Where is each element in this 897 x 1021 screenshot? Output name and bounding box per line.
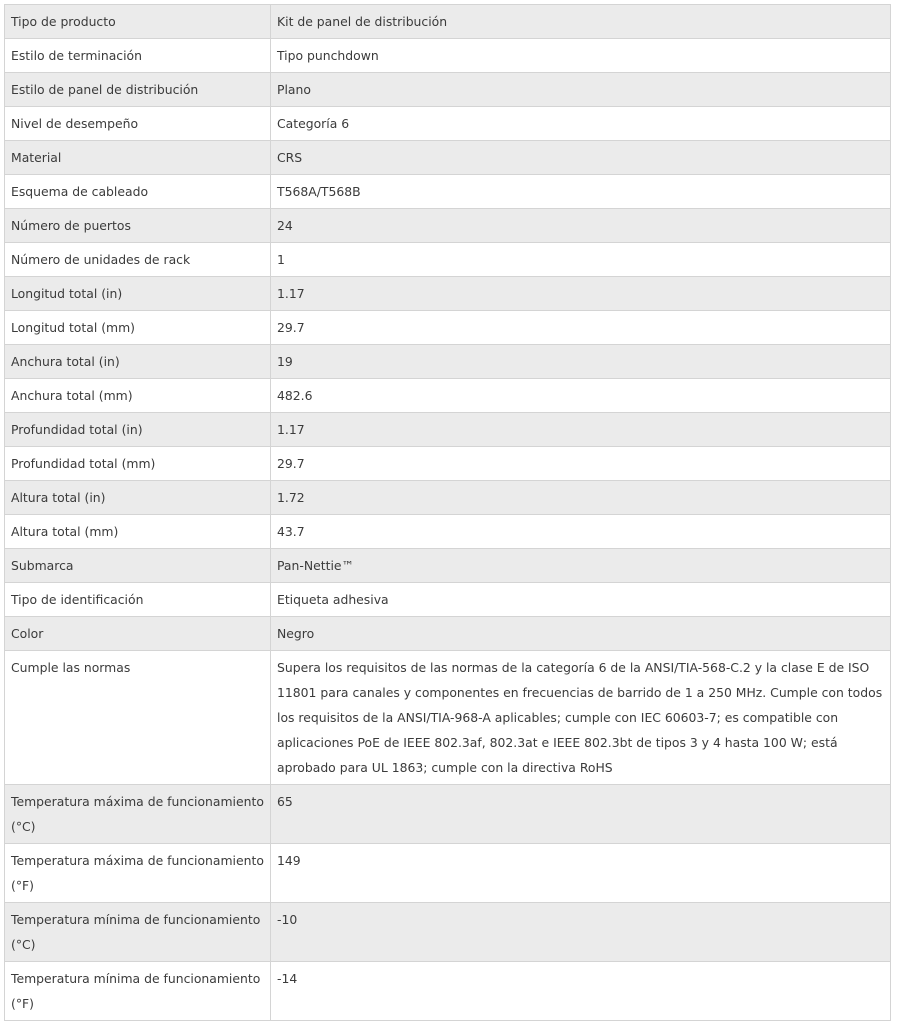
spec-label: Tipo de producto: [5, 5, 271, 39]
spec-row: [5, 515, 891, 549]
spec-row: [5, 175, 891, 209]
spec-row: [5, 107, 891, 141]
spec-value: 149: [271, 844, 891, 903]
spec-value: 1.17: [271, 277, 891, 311]
spec-value: 1.72: [271, 481, 891, 515]
spec-label: Esquema de cableado: [5, 175, 271, 209]
spec-label: Profundidad total (in): [5, 413, 271, 447]
spec-label: Estilo de panel de distribución: [5, 73, 271, 107]
spec-row: [5, 5, 891, 39]
spec-label: Número de puertos: [5, 209, 271, 243]
spec-row: [5, 844, 891, 903]
spec-value: 1: [271, 243, 891, 277]
spec-value: 29.7: [271, 311, 891, 345]
spec-value: Tipo punchdown: [271, 39, 891, 73]
spec-row: [5, 549, 891, 583]
spec-value: Negro: [271, 617, 891, 651]
spec-value: CRS: [271, 141, 891, 175]
spec-value: Supera los requisitos de las normas de la categoría 6 de la ANSI/TIA-568-C.2 y la clase E de ISO 11801 para canales y componentes en frecuencias de barrido de 1 a 250 MHz. Cumple con todos los requisitos de la ANSI/TIA-968-A aplicables; cumple con IEC 60603-7; es compatible con aplicaciones PoE de IEEE 802.3af, 802.3at e IEEE 802.3bt de tipos 3 y 4 hasta 100 W; está aprobado para UL 1863; cumple con la directiva RoHS: [271, 651, 891, 785]
specifications-body: [5, 5, 891, 1021]
spec-row: [5, 243, 891, 277]
spec-row: [5, 617, 891, 651]
spec-label: Submarca: [5, 549, 271, 583]
spec-label: Temperatura mínima de funcionamiento (°F): [5, 962, 271, 1021]
spec-row: [5, 141, 891, 175]
spec-label: Altura total (in): [5, 481, 271, 515]
spec-value: Etiqueta adhesiva: [271, 583, 891, 617]
spec-label: Longitud total (in): [5, 277, 271, 311]
spec-value: 65: [271, 785, 891, 844]
spec-value: 43.7: [271, 515, 891, 549]
spec-label: Color: [5, 617, 271, 651]
spec-value: Plano: [271, 73, 891, 107]
spec-label: Profundidad total (mm): [5, 447, 271, 481]
spec-row: [5, 379, 891, 413]
spec-row: [5, 277, 891, 311]
spec-value: -10: [271, 903, 891, 962]
spec-value: Pan-Nettie™: [271, 549, 891, 583]
spec-value: 19: [271, 345, 891, 379]
spec-label: Cumple las normas: [5, 651, 271, 785]
spec-label: Anchura total (mm): [5, 379, 271, 413]
spec-value: -14: [271, 962, 891, 1021]
spec-row: [5, 903, 891, 962]
spec-label: Temperatura mínima de funcionamiento (°C): [5, 903, 271, 962]
spec-label: Material: [5, 141, 271, 175]
spec-label: Nivel de desempeño: [5, 107, 271, 141]
spec-row: [5, 481, 891, 515]
spec-value: Kit de panel de distribución: [271, 5, 891, 39]
spec-value: Categoría 6: [271, 107, 891, 141]
spec-row: [5, 447, 891, 481]
spec-row: [5, 785, 891, 844]
spec-label: Anchura total (in): [5, 345, 271, 379]
spec-row: [5, 39, 891, 73]
spec-row: [5, 311, 891, 345]
spec-row: [5, 345, 891, 379]
spec-value: 1.17: [271, 413, 891, 447]
spec-label: Tipo de identificación: [5, 583, 271, 617]
spec-row: [5, 651, 891, 785]
spec-label: Temperatura máxima de funcionamiento (°F): [5, 844, 271, 903]
specifications-table: [4, 4, 891, 1021]
spec-row: [5, 583, 891, 617]
spec-row: [5, 73, 891, 107]
spec-row: [5, 209, 891, 243]
spec-label: Altura total (mm): [5, 515, 271, 549]
spec-value: T568A/T568B: [271, 175, 891, 209]
spec-label: Estilo de terminación: [5, 39, 271, 73]
spec-value: 29.7: [271, 447, 891, 481]
spec-label: Número de unidades de rack: [5, 243, 271, 277]
spec-value: 24: [271, 209, 891, 243]
spec-label: Longitud total (mm): [5, 311, 271, 345]
spec-value: 482.6: [271, 379, 891, 413]
spec-row: [5, 413, 891, 447]
spec-label: Temperatura máxima de funcionamiento (°C): [5, 785, 271, 844]
